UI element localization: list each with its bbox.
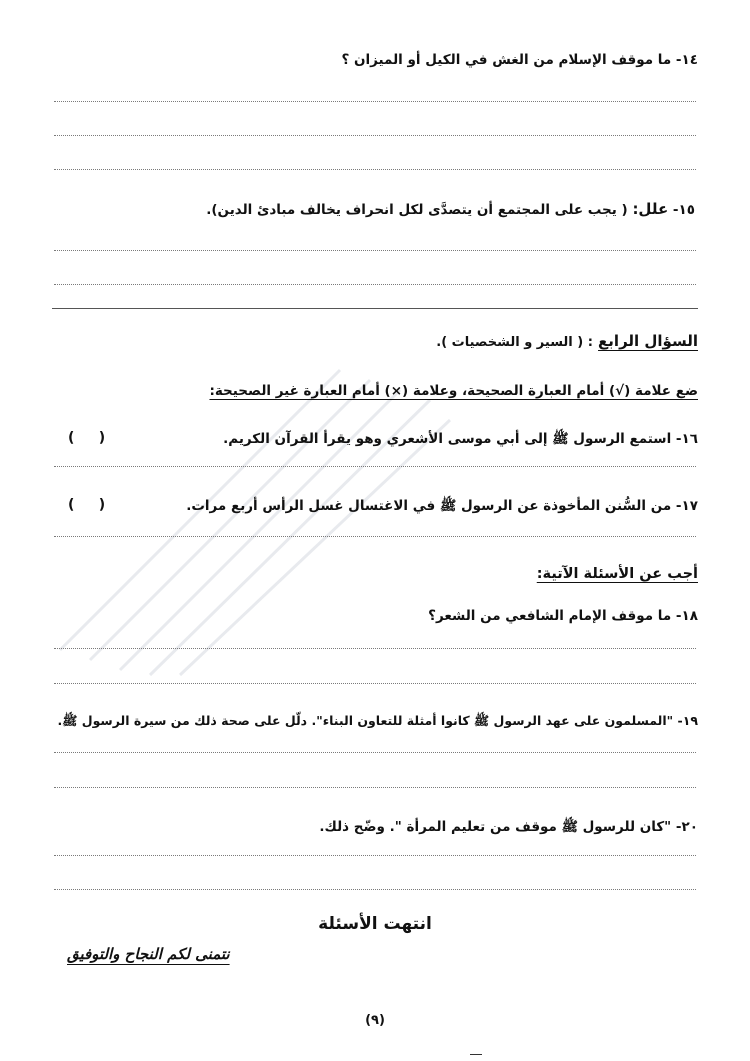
- section-4-heading: [436, 331, 698, 350]
- answer-line: [54, 169, 696, 170]
- question-17-text: من السُّنن المأخوذة عن الرسول ﷺ في الاغتسال غسل الرأس أربع مرات.: [186, 498, 672, 514]
- answer-line: [54, 466, 696, 467]
- question-19: [58, 713, 698, 732]
- good-luck-message: نتمنى لكم النجاح والتوفيق: [67, 945, 230, 963]
- bottom-mark: [470, 1054, 482, 1055]
- answer-line: [54, 683, 696, 684]
- answer-line: [54, 101, 696, 102]
- question-17-number: ١٧-: [675, 498, 698, 514]
- question-15: [206, 200, 695, 218]
- question-20: [319, 818, 698, 838]
- question-18-number: ١٨-: [675, 608, 698, 624]
- section-divider: [52, 308, 698, 309]
- answer-box-17[interactable]: ( ): [68, 497, 106, 513]
- question-20-text: "كان للرسول ﷺ موقف من تعليم المرأة ". وضّح ذلك.: [319, 819, 672, 835]
- question-19-number: ١٩-: [677, 713, 698, 728]
- question-20-number: ٢٠-: [675, 819, 698, 835]
- true-false-instruction: ضع علامة (√) أمام العبارة الصحيحة، وعلامة (×) أمام العبارة غير الصحيحة:: [209, 383, 698, 399]
- end-of-questions: [0, 914, 750, 934]
- question-16-text: استمع الرسول ﷺ إلى أبي موسى الأشعري وهو يقرأ القرآن الكريم.: [223, 431, 672, 447]
- answer-box-16[interactable]: ( ): [68, 430, 106, 446]
- question-19-text: "المسلمون على عهد الرسول ﷺ كانوا أمثلة للتعاون البناء". دلّل على صحة ذلك من سيرة الرسول ﷺ.: [57, 713, 674, 728]
- question-15-label: علل:: [632, 200, 669, 218]
- question-16: [223, 430, 698, 450]
- question-18: [428, 608, 698, 624]
- question-16-number: ١٦-: [675, 431, 698, 447]
- answer-line: [54, 855, 696, 856]
- page-number: (٩): [365, 1013, 385, 1028]
- question-14-text: ما موقف الإسلام من الغش في الكيل أو الميزان ؟: [341, 52, 672, 68]
- answer-line: [54, 787, 696, 788]
- answer-line: [54, 752, 696, 753]
- question-14-number: ١٤-: [675, 52, 698, 68]
- question-15-number: ١٥-: [672, 202, 695, 218]
- end-of-questions-text: انتهت الأسئلة: [318, 914, 432, 934]
- answer-questions-heading: أجب عن الأسئلة الآتية:: [536, 566, 698, 582]
- question-14: [341, 52, 698, 68]
- answer-line: [54, 536, 696, 537]
- answer-line: [54, 250, 696, 251]
- question-18-text: ما موقف الإمام الشافعي من الشعر؟: [428, 608, 672, 624]
- answer-line: [54, 135, 696, 136]
- answer-line: [54, 284, 696, 285]
- question-17: [186, 497, 698, 517]
- question-15-text: ( يجب على المجتمع أن يتصدَّى لكل انحراف يخالف مبادئ الدين).: [206, 202, 628, 218]
- answer-line: [54, 889, 696, 890]
- section-4-subtitle: : ( السير و الشخصيات ).: [436, 335, 593, 350]
- section-4-title: السؤال الرابع: [598, 332, 698, 350]
- answer-line: [54, 648, 696, 649]
